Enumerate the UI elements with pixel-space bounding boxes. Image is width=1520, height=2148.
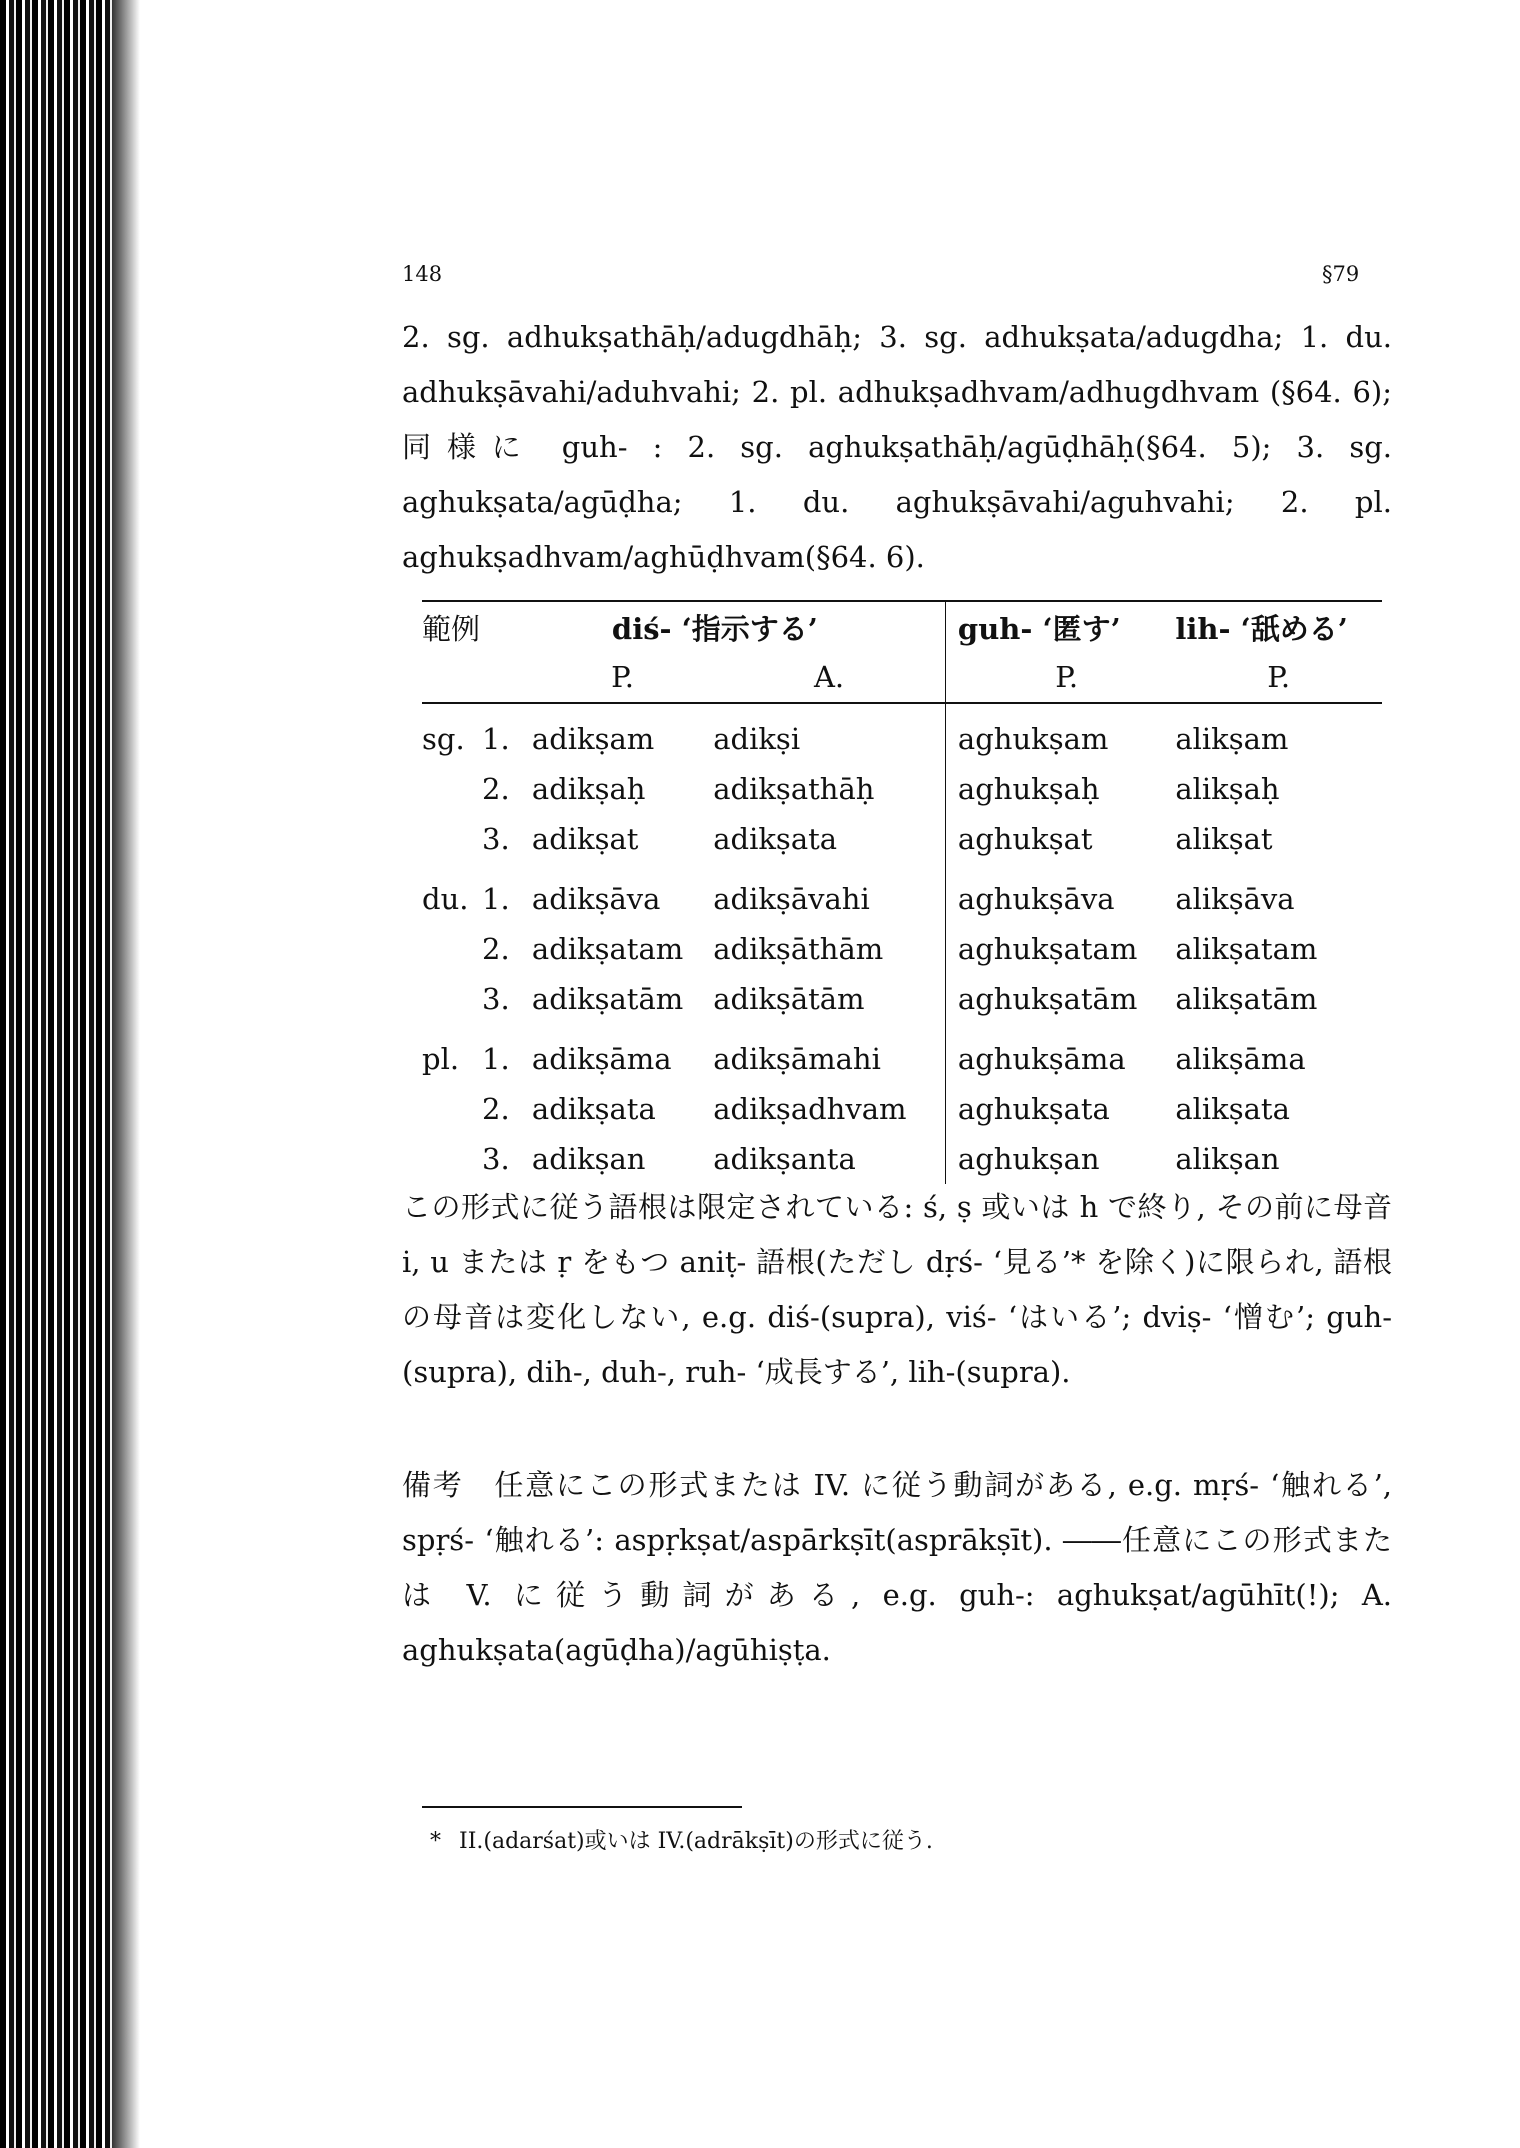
number-cell: [422, 974, 482, 1024]
person-cell: 1.: [482, 882, 510, 916]
lih-cell: alikṣāma: [1175, 1042, 1306, 1076]
paradigm-table: [422, 600, 1382, 1184]
dis-p-cell: adikṣaḥ: [531, 772, 646, 806]
guh-p-header: P.: [945, 652, 1175, 703]
dis-p-cell: adikṣata: [531, 1092, 656, 1126]
dis-p-cell: adikṣāma: [531, 1042, 672, 1076]
dis-a-header: A.: [813, 660, 845, 694]
dis-a-cell: adikṣata: [713, 822, 838, 856]
lih-cell: alikṣan: [1175, 1142, 1280, 1176]
table-row: [422, 1134, 1382, 1184]
person-cell: 1.: [482, 1042, 510, 1076]
dis-p-header: P.: [611, 660, 634, 694]
dis-p-cell: adikṣatam: [531, 932, 684, 966]
table-row: [422, 1024, 1382, 1084]
body-paragraph: この形式に従う語根は限定されている: ś, ṣ 或いは h で終り, その前に母音 i, u または ṛ をもつ aniṭ- 語根(ただし dṛś- ‘見る’* を除く)に限られ, 語根の母音は変化しない, e.g. diś-(supra), viś- ‘はいる’; dviṣ- ‘憎む’; guh-(supra), dih-, duh-, ruh- ‘成長する’, lih-(supra).: [402, 1190, 1392, 1389]
lih-cell: alikṣata: [1175, 1092, 1290, 1126]
person-cell: 3.: [482, 982, 510, 1016]
dis-p-cell: adikṣam: [531, 722, 655, 756]
number-cell: pl.: [422, 1042, 460, 1076]
table-row: [422, 864, 1382, 924]
dis-a-cell: adikṣāthām: [713, 932, 884, 966]
table-row: [422, 924, 1382, 974]
lih-cell: alikṣāva: [1175, 882, 1295, 916]
number-cell: [422, 1084, 482, 1134]
section-number: §79: [1322, 262, 1360, 286]
table-label: 範例: [422, 611, 481, 646]
guh-cell: aghukṣatam: [945, 924, 1175, 974]
dis-p-cell: adikṣat: [531, 822, 639, 856]
dis-a-cell: adikṣi: [713, 722, 801, 756]
dis-a-cell: adikṣāmahi: [713, 1042, 881, 1076]
table-row: [422, 764, 1382, 814]
dis-a-cell: adikṣadhvam: [713, 1092, 907, 1126]
footnote-rule: [422, 1806, 742, 1808]
guh-header: guh- ‘匿す’: [945, 601, 1175, 652]
number-cell: du.: [422, 882, 469, 916]
dis-a-cell: adikṣātām: [713, 982, 865, 1016]
person-cell: 3.: [482, 1142, 510, 1176]
guh-cell: aghukṣāva: [945, 864, 1175, 924]
number-cell: sg.: [422, 722, 465, 756]
number-cell: [422, 924, 482, 974]
lih-header: lih- ‘舐める’: [1175, 611, 1348, 646]
footnote-mark: *: [430, 1829, 441, 1854]
lih-cell: alikṣatām: [1175, 982, 1318, 1016]
guh-cell: aghukṣata: [945, 1084, 1175, 1134]
person-cell: 2.: [482, 932, 510, 966]
guh-cell: aghukṣam: [945, 703, 1175, 764]
guh-cell: aghukṣatām: [945, 974, 1175, 1024]
person-cell: 3.: [482, 822, 510, 856]
table-row: [422, 1084, 1382, 1134]
footnote: [430, 1824, 933, 1855]
remark-paragraph: 備考 任意にこの形式または IV. に従う動詞がある, e.g. mṛś- ‘触れる’, spṛś- ‘触れる’: aspṛkṣat/aspārkṣīt(asprākṣīt). ――任意にこの形式または V. に従う動詞がある, e.g. guh-: aghukṣat/agūhīt(!); A. aghukṣata(agūḍha)/agūhiṣṭa.: [402, 1468, 1392, 1667]
dis-header: diś- ‘指示する’: [611, 611, 818, 646]
lih-cell: alikṣaḥ: [1175, 772, 1280, 806]
table-row: [422, 703, 1382, 764]
dis-a-cell: adikṣathāḥ: [713, 772, 875, 806]
footnote-text: II.(adarśat)或いは IV.(adrākṣīt)の形式に従う.: [459, 1829, 933, 1854]
intro-paragraph: 2. sg. adhukṣathāḥ/adugdhāḥ; 3. sg. adhukṣata/adugdha; 1. du. adhukṣāvahi/aduhvahi; 2. pl. adhukṣadhvam/adhugdhvam (§64. 6); 同様に guh- : 2. sg. aghukṣathāḥ/agūḍhāḥ(§64. 5); 3. sg. aghukṣata/agūḍha; 1. du. aghukṣāvahi/aguhvahi; 2. pl. aghukṣadhvam/aghūḍhvam(§64. 6).: [402, 320, 1392, 574]
dis-p-cell: adikṣan: [531, 1142, 646, 1176]
guh-cell: aghukṣan: [945, 1134, 1175, 1184]
dis-a-cell: adikṣāvahi: [713, 882, 870, 916]
dis-p-cell: adikṣatām: [531, 982, 684, 1016]
guh-cell: aghukṣat: [945, 814, 1175, 864]
table-row: [422, 814, 1382, 864]
person-cell: 2.: [482, 772, 510, 806]
dis-a-cell: adikṣanta: [713, 1142, 856, 1176]
dis-p-cell: adikṣāva: [531, 882, 661, 916]
lih-cell: alikṣatam: [1175, 932, 1318, 966]
page-number: 148: [402, 262, 443, 286]
person-cell: 2.: [482, 1092, 510, 1126]
lih-cell: alikṣat: [1175, 822, 1273, 856]
guh-cell: aghukṣaḥ: [945, 764, 1175, 814]
guh-cell: aghukṣāma: [945, 1024, 1175, 1084]
number-cell: [422, 764, 482, 814]
number-cell: [422, 814, 482, 864]
lih-cell: alikṣam: [1175, 722, 1289, 756]
lih-p-header: P.: [1267, 660, 1291, 694]
book-spine-shadow: [0, 0, 140, 2148]
table-row: [422, 974, 1382, 1024]
number-cell: [422, 1134, 482, 1184]
person-cell: 1.: [482, 722, 510, 756]
